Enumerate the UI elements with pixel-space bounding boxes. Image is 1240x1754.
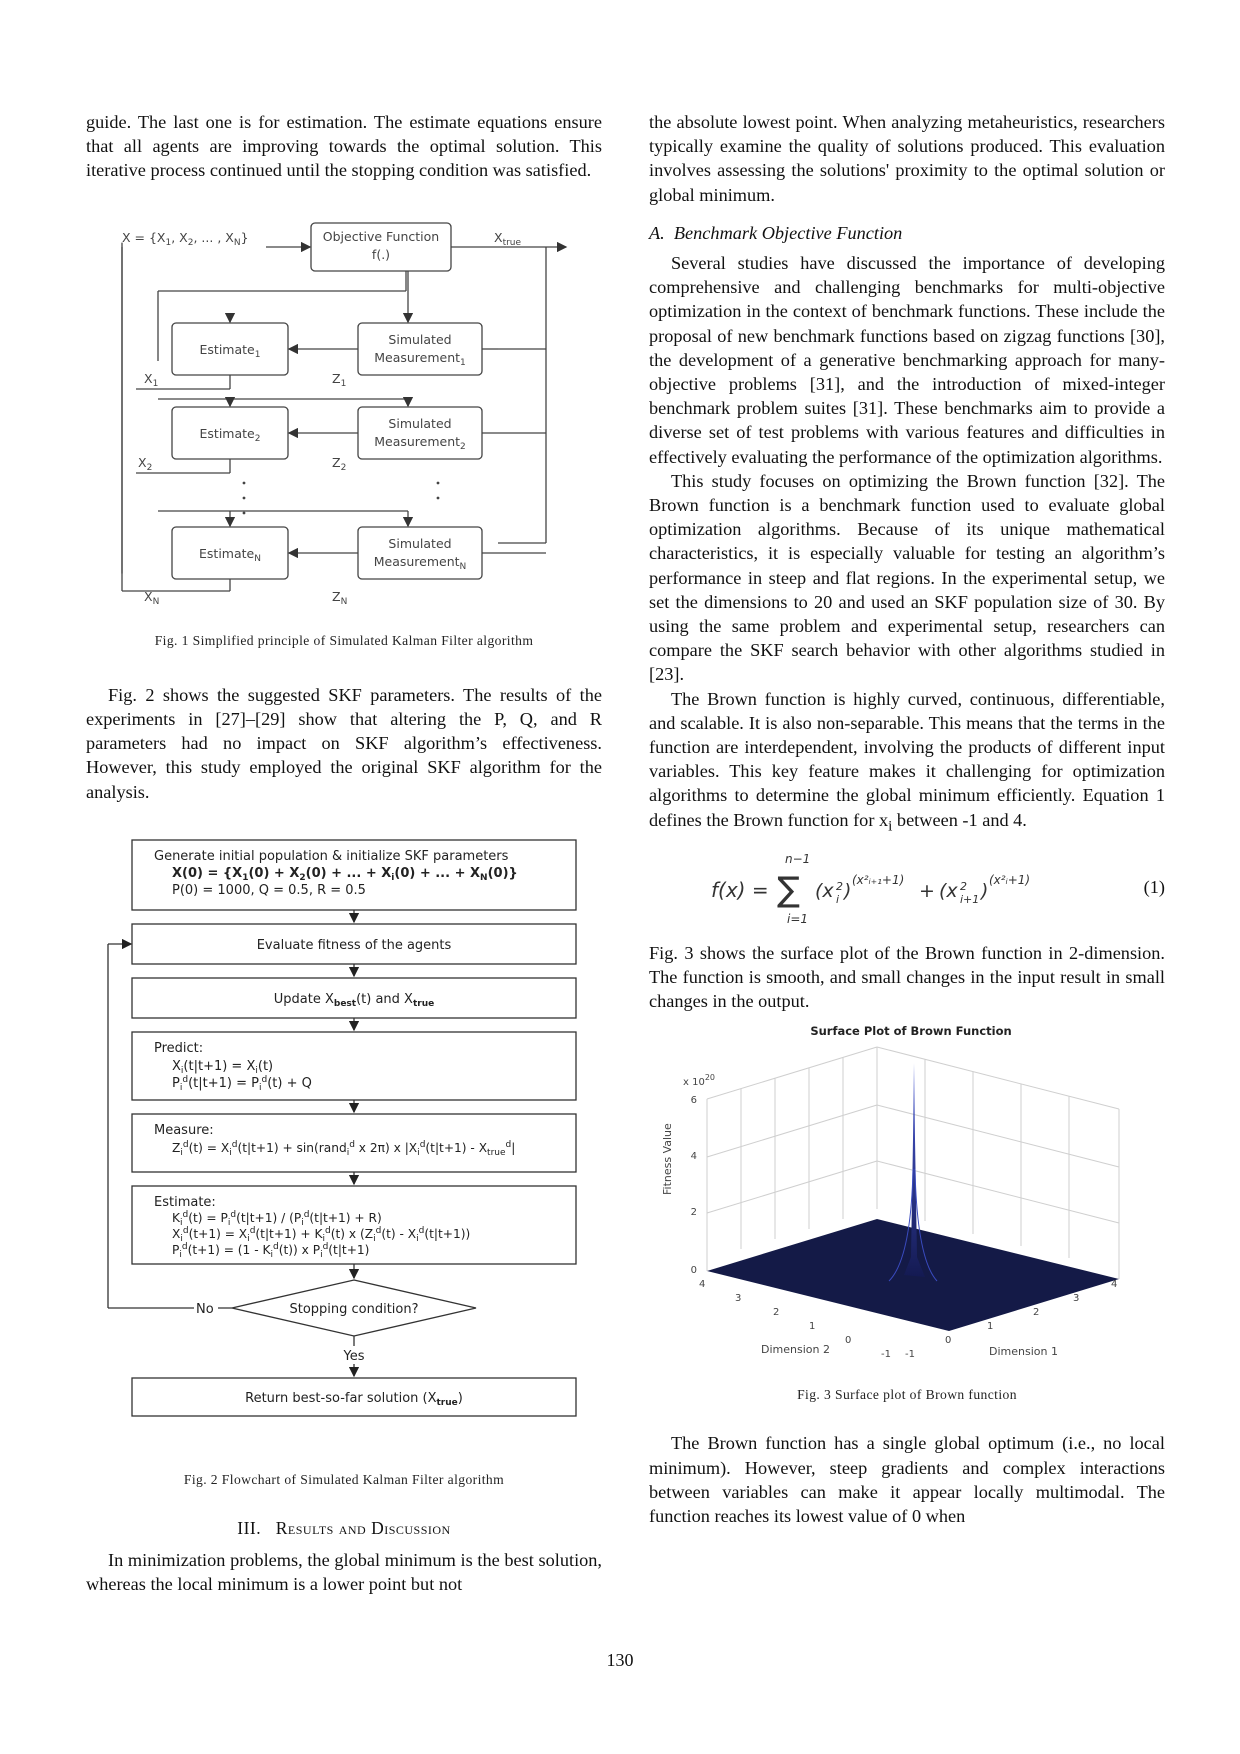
section-heading: III. Results and Discussion: [237, 1518, 451, 1539]
paragraph: the absolute lowest point. When analyzing metaheuristics, researchers typically examine the quality of solutions produced. This evaluation involves assessing the solutions' proximity to the optimal solution or global minimum.: [649, 112, 1165, 205]
dim1-tick: -1: [905, 1349, 915, 1361]
estimate-1-label: Estimate$_1$: [199, 341, 261, 360]
figure-1-diagram: [86, 211, 602, 607]
svg-text:+: +: [919, 879, 935, 902]
figure-3-surface-plot: [649, 1019, 1165, 1379]
paragraph: This study focuses on optimizing the Brown function [32]. The Brown function is a benchmark function used to evaluate global optimization algorithms. Because of its unique mathematical characteristics, it is especially valuable for testing an algorithm’s performance in steep and flat regions. In the experimental setup, we set the dimensions to 20 and used an SKF population size of 30. By using the same problem and experimental setup, researchers can compare the SKF search behavior with other algorithms studied in [23].: [649, 470, 1165, 685]
init-parameters: P(0) = 1000, Q = 0.5, R = 0.5: [172, 882, 366, 898]
page-number: 130: [606, 1650, 634, 1670]
predict-p-formula: $P_i^d(t|t+1) = P_i^d(t) + Q$: [172, 1074, 312, 1093]
measure-step-title: Measure:: [154, 1122, 214, 1138]
x-set-label: $X = \{X_1$, $X_2$, ... , $X_N$}: [122, 229, 249, 248]
paragraph: Fig. 2 shows the suggested SKF parameters. The results of the experiments in [27]–[29] show that altering the P, Q, and R parameters had no impact on SKF algorithm’s effectiveness. However, this study employed the original SKF algorithm for the analysis.: [86, 684, 602, 802]
paragraph: The Brown function is highly curved, continuous, differentiable, and scalable. It is also non-separable. This means that the terms in the function are interdependent, involving the products of different input variables. This key feature makes it challenging for optimization algorithms to determine the global minimum efficiently. Equation 1 defines the Brown function for $x_i$ between -1 and 4.: [649, 688, 1165, 835]
paragraph: guide. The last one is for estimation. The estimate equations ensure that all agents are improving towards the optimal solution. This iterative process continued until the stopping condition was satisfied.: [86, 112, 602, 181]
equation-1: [649, 847, 1165, 931]
z2-label: $Z_2$: [332, 454, 347, 473]
svg-text:(x²ᵢ₊₁+1): (x²ᵢ₊₁+1): [852, 872, 905, 887]
yes-branch-label: Yes: [343, 1348, 365, 1364]
update-best-step: Update $X_{best}(t)$ and $X_{true}$: [273, 991, 435, 1009]
measurement-1-label: Measurement$_1$: [374, 349, 466, 368]
right-column: [649, 110, 1165, 1528]
stopping-condition-decision: Stopping condition?: [289, 1301, 419, 1317]
estimate-2-label: Estimate$_2$: [199, 425, 261, 444]
init-population-formula: $X(0) = \{X_1(0) + X_2(0)$ + ... + $X_i(0)$ + ... + $X_N(0)$}: [172, 865, 518, 883]
figure-2-flowchart: [86, 828, 602, 1468]
measure-formula: $Z_i^d(t) = X_i^d(t|t+1)$ + sin(rand$_i^d$ x 2π) x $|X_i^d(t|t+1) - X_{true}^d|$: [172, 1139, 516, 1158]
plot-title: Surface Plot of Brown Function: [810, 1024, 1012, 1039]
dim1-tick: 4: [1111, 1279, 1118, 1291]
zn-label: $Z_N$: [332, 588, 348, 607]
xn-label: $X_N$: [144, 588, 160, 607]
left-column: [86, 110, 602, 1597]
estimate-step-title: Estimate:: [154, 1194, 216, 1210]
svg-text:∑: ∑: [777, 869, 800, 910]
x1-label: $X_1$: [144, 370, 159, 389]
ellipsis-dots: [243, 481, 440, 514]
svg-text:(x: (x: [815, 879, 834, 902]
z-tick: 0: [690, 1265, 697, 1277]
svg-text:): ): [844, 879, 852, 902]
simulated-label: Simulated: [388, 331, 452, 347]
x-true-label: $X_{true}$: [494, 229, 522, 248]
measurement-n-label: Measurement$_N$: [373, 553, 467, 572]
svg-text:(x²ᵢ+1): (x²ᵢ+1): [989, 872, 1031, 887]
simulated-label: Simulated: [388, 415, 452, 431]
dim2-tick: 0: [845, 1335, 852, 1347]
figure-3-caption: Fig. 3 Surface plot of Brown function: [797, 1387, 1017, 1403]
objective-function-label: Objective Function: [322, 228, 440, 244]
svg-text:i: i: [836, 892, 840, 906]
svg-text:f(x) =: f(x) =: [711, 877, 769, 902]
dimension-1-label: Dimension 1: [989, 1345, 1058, 1359]
estimate-x-formula: $X_i^d(t+1) = X_i^d(t|t+1) + K_i^d(t)$ x $(Z_i^d(t) - X_i^d(t|t+1))$: [172, 1225, 471, 1244]
svg-text:2: 2: [836, 879, 843, 893]
init-step-title: Generate initial population & initialize SKF parameters: [154, 848, 509, 864]
dim2-tick: 1: [809, 1321, 816, 1333]
z-axis-label: Fitness Value: [661, 1123, 674, 1196]
paragraph: Fig. 3 shows the surface plot of the Brown function in 2-dimension. The function is smooth, and small changes in the input result in small changes in the output.: [649, 942, 1165, 1011]
dim2-tick: 2: [773, 1307, 780, 1319]
dim1-tick: 0: [945, 1335, 952, 1347]
svg-text:2: 2: [960, 879, 967, 893]
subsection-heading: A. Benchmark Objective Function: [649, 222, 903, 243]
svg-text:i=1: i=1: [787, 911, 809, 926]
paragraph: The Brown function has a single global optimum (i.e., no local minimum). However, steep gradients and complex interactions between variables can make it appear locally multimodal. The function reaches its lowest value of 0 when: [649, 1433, 1165, 1526]
figure-1-caption: Fig. 1 Simplified principle of Simulated Kalman Filter algorithm: [154, 632, 534, 648]
no-branch-label: No: [196, 1301, 214, 1317]
dim1-tick: 3: [1073, 1293, 1080, 1305]
svg-text:n−1: n−1: [785, 851, 811, 866]
dimension-2-label: Dimension 2: [761, 1343, 830, 1357]
z1-label: $Z_1$: [332, 370, 347, 389]
predict-x-formula: $X_i(t|t+1) = X_i(t)$: [172, 1058, 274, 1076]
x2-label: $X_2$: [138, 454, 153, 473]
objective-function-symbol: f(.): [371, 246, 391, 262]
dim1-tick: 2: [1033, 1307, 1040, 1319]
dim2-tick: -1: [881, 1349, 891, 1361]
dim2-tick: 4: [699, 1279, 706, 1291]
dim2-tick: 3: [735, 1293, 742, 1305]
z-axis-exponent: x $10^{20}$: [683, 1073, 716, 1089]
svg-text:): ): [981, 879, 989, 902]
svg-text:(x: (x: [939, 879, 958, 902]
paragraph: Several studies have discussed the importance of developing comprehensive and challenging benchmarks for multi-objective optimization in the context of benchmark functions. These include the proposal of new benchmark functions based on zigzag functions [30], the development of a generative benchmarking approach for many-objective problems [31], and the introduction of mixed-integer benchmark problem suites [31]. These benchmarks aim to provide a diverse set of test problems with various features and difficulties in effectively evaluating the performance of the optimization algorithms.: [649, 253, 1165, 467]
figure-2-caption: Fig. 2 Flowchart of Simulated Kalman Filter algorithm: [183, 1471, 505, 1487]
evaluate-fitness-step: Evaluate fitness of the agents: [256, 937, 452, 953]
dim1-tick: 1: [987, 1321, 994, 1333]
predict-step-title: Predict:: [154, 1040, 204, 1056]
paragraph: In minimization problems, the global minimum is the best solution, whereas the local minimum is a lower point but not: [86, 1550, 602, 1595]
estimate-k-formula: $K_i^d(t) = P_i^d(t|t+1) / (P_i^d(t|t+1) + R)$: [172, 1209, 382, 1228]
z-tick: 2: [690, 1207, 697, 1219]
measurement-2-label: Measurement$_2$: [374, 433, 466, 452]
z-tick: 6: [690, 1095, 697, 1107]
z-tick: 4: [690, 1151, 697, 1163]
return-solution-step: Return best-so-far solution $(X_{true})$: [245, 1390, 463, 1408]
equation-number: (1): [1143, 876, 1165, 897]
simulated-label: Simulated: [388, 535, 452, 551]
estimate-n-label: Estimate$_N$: [199, 545, 261, 564]
brown-function-formula: [649, 847, 1165, 931]
estimate-p-formula: $P_i^d(t+1) = (1 - K_i^d(t))$ x $P_i^d(t|t+1)$: [172, 1241, 370, 1260]
svg-text:i+1: i+1: [960, 892, 980, 906]
